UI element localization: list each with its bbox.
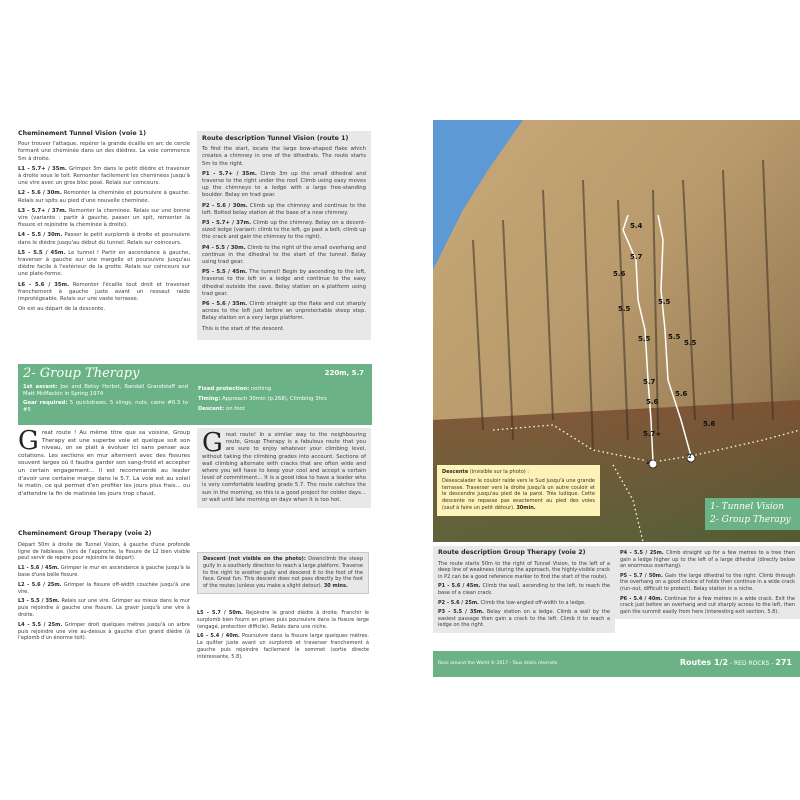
- legend-item: 2- Group Therapy: [710, 515, 791, 525]
- route-title: 2- Group Therapy: [23, 366, 140, 381]
- pitch: [202, 203, 366, 217]
- pitch: [18, 582, 190, 596]
- heading: Route description Group Therapy (voie 2): [438, 549, 586, 556]
- descente-sub: (invisible sur la photo) :: [468, 469, 529, 475]
- pitch: [18, 208, 190, 230]
- outro: This is the start of the descent.: [202, 325, 285, 332]
- grade-label: 5.5: [684, 339, 697, 347]
- pitch-text: Gain the large dihedral to the right. Climb through the overhang on a good choice of holds then continue in a wide crack (run-out, difficult to protect). Belay station in a niche.: [620, 572, 795, 592]
- pitch-text: Climb up the chimney and continue to the left. Bolted belay station at the base of a new chimney.: [202, 202, 366, 216]
- pitch-text: Climb the wall, ascending to the left, to reach the base of a clean crack.: [438, 583, 610, 596]
- descent-label: Descent:: [198, 406, 225, 412]
- length-grade: 220m, 5.7: [324, 369, 364, 377]
- heading: Route description Tunnel Vision (route 1): [202, 135, 349, 142]
- sep: -: [728, 660, 734, 667]
- fixed: nothing: [249, 386, 272, 392]
- gear: 5 quickdraws, 5 slings, nuts, cams #0.3 to #5: [23, 400, 188, 413]
- drop-cap: G: [202, 428, 223, 458]
- grade-label: 5.6: [646, 398, 659, 406]
- descente-box: [437, 465, 600, 516]
- pitch-label: P1 - 5.7+ / 35m.: [202, 170, 257, 177]
- pitch: [18, 190, 190, 204]
- pitch-text: Climb 3m up the small dihedral and traverse to the right under the roof. Climb using easy moves up the chimneys to a ledge with a large free-standing boulder. Belay on trad gear.: [202, 170, 366, 199]
- pitch-label: P2 - 5.6 / 25m.: [438, 599, 479, 606]
- descent: on foot: [224, 406, 245, 412]
- pitch-label: L5 - 5.5 / 45m.: [18, 249, 66, 256]
- descente-text: Désescalader le couloir raide vers le Sud jusqu'à une grande terrasse. Traverser vers la droite jusqu'à un autre couloir et le descendre jusqu'au pied de la paroi. Très ludique. Cette descente ne repasse pas exactement au pied des voies (sauf à faire un petit détour).: [442, 477, 595, 511]
- pitch-text: Remonter la cheminée. Relais sur une bonne vire (variante : partir à gauche, passer un spit, remonter la fissure et rejoindre la cheminée à droite).: [18, 207, 191, 229]
- pitch: [620, 596, 795, 616]
- descent-text: Downclimb the steep gully in a southerly direction to reach a large platform. Traverse to the right to another gully and descend it to the foot of the face. Great fun. This descent does not pass directly by the foot of the routes (unless you make a slight detour).: [203, 556, 364, 590]
- sep: -: [769, 660, 776, 667]
- intro: The route starts 50m to the right of Tunnel Vision, to the left of a deep line of weakness (during the approach, the highly-visible crack in P2 can be a good reference marker to find the start of the route).: [438, 560, 610, 580]
- pitch-text: Rejoindre le grand dièdre à droite. Franchir le surplomb bien fourni en prises puis poursuivre dans la fissure large (engagé, protection difficile). Relais dans une niche.: [197, 610, 369, 630]
- descent-en-box: [197, 552, 369, 594]
- route-1-marker: [649, 460, 657, 468]
- pitch-text: Climb the low-angled off-width to a ledge.: [478, 599, 586, 606]
- pitch-text: Passer le petit surplomb à droite et poursuivre dans le dièdre jusqu'au début du tunnel. Relais sur coinceurs.: [18, 232, 190, 246]
- pitch: [202, 301, 366, 323]
- ascent-gear: [23, 384, 188, 414]
- group-therapy-fr-cont: [197, 610, 369, 664]
- group-therapy-fr: [18, 531, 190, 645]
- pitch-label: P6 - 5.6 / 35m.: [202, 301, 248, 308]
- pitch: [202, 220, 366, 242]
- tunnel-vision-fr: [18, 130, 190, 316]
- pitch-label: P2 - 5.6 / 30m.: [202, 202, 248, 209]
- pitch-label: L6 - 5.4 / 40m.: [197, 633, 240, 640]
- drop-cap: G: [18, 426, 39, 456]
- pitch-text: Belay station on a ledge. Climb a wall by the easiest passage then gain a crack to the left. Climb it to reach a ledge on the right.: [438, 609, 610, 629]
- intro-en: [197, 428, 371, 508]
- pitch: [18, 232, 190, 246]
- grade-label: 5.5: [668, 333, 681, 341]
- pitch: [438, 583, 610, 596]
- pitch-label: L4 - 5.5 / 30m.: [18, 232, 63, 239]
- grade-label: 5.6: [703, 420, 716, 428]
- grade-label: 5.5: [618, 305, 631, 313]
- pitch-text: Grimper droit quelques mètres jusqu'à un arbre puis rejoindre une vire au-dessus à gauche d'un grand dièdre (à l'aplomb d'un énorme toit).: [18, 621, 190, 642]
- pitch-text: Grimper la fissure off-width couchée jusqu'à une vire.: [18, 581, 190, 595]
- pitch-label: L4 - 5.5 / 25m.: [18, 621, 63, 628]
- running-head: [680, 658, 792, 667]
- descent-label: Descent (not visible on the photo):: [203, 556, 306, 562]
- intro-text: reat route ! Au même titre que sa voisine, Group Therapy est une superbe voie et quelque soit son niveau, on se plait à évoluer ici sans penser aux cotations. Les sections en mur alternent avec des fissures souvent larges où il faudra garder son sang-froid et accepter un certain engagement... Il est recommandé au leader d'avoir une certaine marge dans le 5.7. La voie est au soleil le matin, ce qui permet d'en profiter les jours plus frais... ou d'attendre la fin de matinée les jours trop chaud.: [18, 430, 190, 497]
- pitch: [18, 166, 190, 188]
- pitch-text: Poursuivre dans la fissure large quelques mètres. La quitter juste avant un surplomb et traverser franchement à gauche puis rejoindre facilement le sommet (sortie directe intéressante, 5.8).: [197, 633, 369, 660]
- intro-fr: [18, 426, 190, 498]
- outro: On est au départ de la descente.: [18, 306, 106, 313]
- pitch: [18, 565, 190, 579]
- pitch-label: L3 - 5.7+ / 37m.: [18, 207, 67, 214]
- intro: To find the start, locate the large bow-shaped flake which creates a chimney in one of the dihedrals. The route starts 5m to the right.: [202, 146, 366, 167]
- first-ascent: Joe and Betsy Herbst, Randall Grandstaff and Matt McMackin in Spring 1974: [23, 384, 188, 397]
- timing: Approach 30min (p.268), Climbing 3hrs: [220, 396, 327, 402]
- group-therapy-en-a: [433, 546, 615, 633]
- pitch: [197, 610, 369, 630]
- pitch: [202, 245, 366, 267]
- pitch-text: Remonter la cheminée et poursuivre à gauche. Relais sur spits au pied d'une nouvelle cheminée.: [18, 190, 191, 204]
- descente-time: 30min.: [516, 504, 536, 511]
- grade-label: 5.6: [675, 390, 688, 398]
- descente-label: Descente: [442, 469, 469, 475]
- pitch-label: L1 - 5.6 / 45m.: [18, 565, 60, 572]
- pitch-text: Climb straight up the flake and cut sharply across to the left just before an unprotectable steep step. Belay station on a very large platform.: [202, 301, 366, 322]
- pitch-text: Grimper 3m dans le petit dièdre et traverser à droite sous le toit. Remonter facilement les cheminées jusqu'à une vire avec un gros bloc posé. Relais sur coinceurs.: [18, 165, 191, 187]
- page-footer: [433, 651, 800, 677]
- grade-label: 5.5: [638, 335, 651, 343]
- cliff-photo: [433, 120, 800, 542]
- intro: Pour trouver l'attaque, repérer la grande écaille en arc de cercle formant une cheminée dans un des dièdres. La voie commence 5m à droite.: [18, 141, 190, 162]
- heading: Cheminement Tunnel Vision (voie 1): [18, 130, 147, 137]
- grade-label: 5.5: [658, 298, 671, 306]
- legend-item: 1- Tunnel Vision: [710, 502, 785, 512]
- copyright: Rock around the World © 2017 - Tous droits réservés: [438, 661, 558, 666]
- pitch-text: Remonter l'écaille tout droit et traverser franchement à gauche juste avant un ressaut raide improtégeable. Relais sur une vaste terrasse.: [18, 281, 190, 303]
- pitch: [197, 633, 369, 660]
- pitch-label: L6 - 5.6 / 35m.: [18, 281, 70, 288]
- heading: Cheminement Group Therapy (voie 2): [18, 530, 152, 537]
- pitch: [438, 609, 610, 629]
- pitch-label: P3 - 5.5 / 35m.: [438, 609, 484, 616]
- pitch: [18, 250, 190, 279]
- pitch-label: P3 - 5.7+ / 37m.: [202, 220, 252, 227]
- pitch-label: L2 - 5.6 / 30m.: [18, 190, 62, 197]
- pitch-text: Continue for a few metres in a wide crack. Exit the crack just before an overhang and cut sharply across to the left, then gain the summit easily from here (interesting exit section, 5.8).: [620, 595, 795, 615]
- tunnel-vision-en: [197, 131, 371, 340]
- pitch-label: P5 - 5.5 / 45m.: [202, 269, 248, 276]
- timing-label: Timing:: [198, 396, 221, 402]
- group-therapy-en-b: [615, 546, 800, 619]
- grade-label: 5.4: [630, 222, 643, 230]
- pitch-text: Relais sur une vire. Grimper au mieux dans le mur puis rejoindre à gauche une fissure. La gravir jusqu'à une vire à droite.: [18, 598, 190, 618]
- fixed-label: Fixed protection:: [198, 386, 250, 392]
- descent-time: 30 mins.: [323, 583, 348, 590]
- pitch-label: P5 - 5.7 / 50m.: [620, 572, 663, 579]
- route-2-marker-label: 2: [688, 454, 692, 460]
- route-1-marker-label: 1: [646, 460, 650, 466]
- pitch-text: Climb up the chimney. Belay on a decent-sized ledge (variant: climb to the left, go past a bolt, climb up the crack and gain the chimney to the right).: [202, 220, 366, 241]
- route-info-box: [18, 364, 372, 425]
- pitch: [18, 282, 190, 304]
- protection-timing-descent: [198, 384, 327, 414]
- pitch-label: P6 - 5.4 / 40m.: [620, 595, 663, 602]
- section: Routes 1/2: [679, 658, 729, 667]
- pitch-label: L2 - 5.6 / 25m.: [18, 581, 62, 588]
- route-legend: [705, 498, 800, 530]
- first-ascent-label: 1st ascent:: [23, 384, 58, 390]
- area: RED ROCKS: [734, 660, 770, 667]
- pitch-label: P1 - 5.6 / 45m.: [438, 583, 481, 590]
- pitch: [18, 622, 190, 642]
- pitch: [438, 600, 610, 607]
- pitch-text: The tunnel! Begin by ascending to the left, traverse to the left on a ledge and continue to the easy dihedral outside the cave. Belay station on a platform using trad gear.: [202, 269, 366, 297]
- pitch-label: L3 - 5.5 / 35m.: [18, 598, 60, 605]
- pitch-label: L5 - 5.7 / 50m.: [197, 610, 243, 616]
- pitch-label: L1 - 5.7+ / 35m.: [18, 165, 67, 172]
- pitch-text: Climb to the right of the small overhang and continue in the dihedral to the start of the tunnel. Belay using trad gear.: [202, 244, 366, 266]
- intro: Départ 50m à droite de Tunnel Vision, à gauche d'une profonde ligne de faiblesse. (lors de l'approche, la fissure de L2 bien visible peut servir de repère pour rejoindre le départ).: [18, 541, 190, 562]
- grade-label: 5.6: [613, 270, 626, 278]
- pitch: [18, 598, 190, 618]
- intro-text: reat route! In a similar way to the neighbouring route, Group Therapy is a fabulous route that you are sure to enjoy whatever your climbing level, without taking the climbing grades into account. Sections of wall climbing alternate with cracks that are often wide and where you will have to keep your cool and accept a certain level of commitment... It is a good idea to have a leader who is very comfortable leading grade 5.7. The route catches the sun in the morning, so this is a good project for colder days... or wait until late morning on days when it is too hot.: [202, 432, 366, 503]
- pitch-label: P4 - 5.5 / 30m.: [202, 244, 246, 251]
- pitch-text: Climb straight up for a few metres to a tree then gain a ledge higher up to the left of a large dihedral (directly below an enormous overhang).: [620, 550, 796, 570]
- pitch: [620, 550, 795, 570]
- pitch: [202, 269, 366, 298]
- pitch: [620, 573, 795, 593]
- pitch-label: P4 - 5.5 / 25m.: [620, 550, 664, 556]
- grade-label: 5.7: [630, 253, 643, 261]
- right-page: [415, 0, 800, 800]
- gear-label: Gear required:: [23, 400, 68, 406]
- pitch-text: Grimper le mur en ascendance à gauche jusqu'à la base d'une belle fissure.: [18, 565, 190, 578]
- grade-label: 5.7+: [643, 430, 662, 438]
- pitch-text: Le tunnel ! Partir en ascendance à gauche, traverser à gauche sur une margelle et poursuivre jusqu'au dièdre facile à l'extérieur de la grotte. Relais sur coinceurs sur une plate-forme.: [18, 249, 190, 278]
- page-number: 271: [775, 658, 792, 667]
- pitch: [202, 171, 366, 200]
- grade-label: 5.7: [643, 378, 656, 386]
